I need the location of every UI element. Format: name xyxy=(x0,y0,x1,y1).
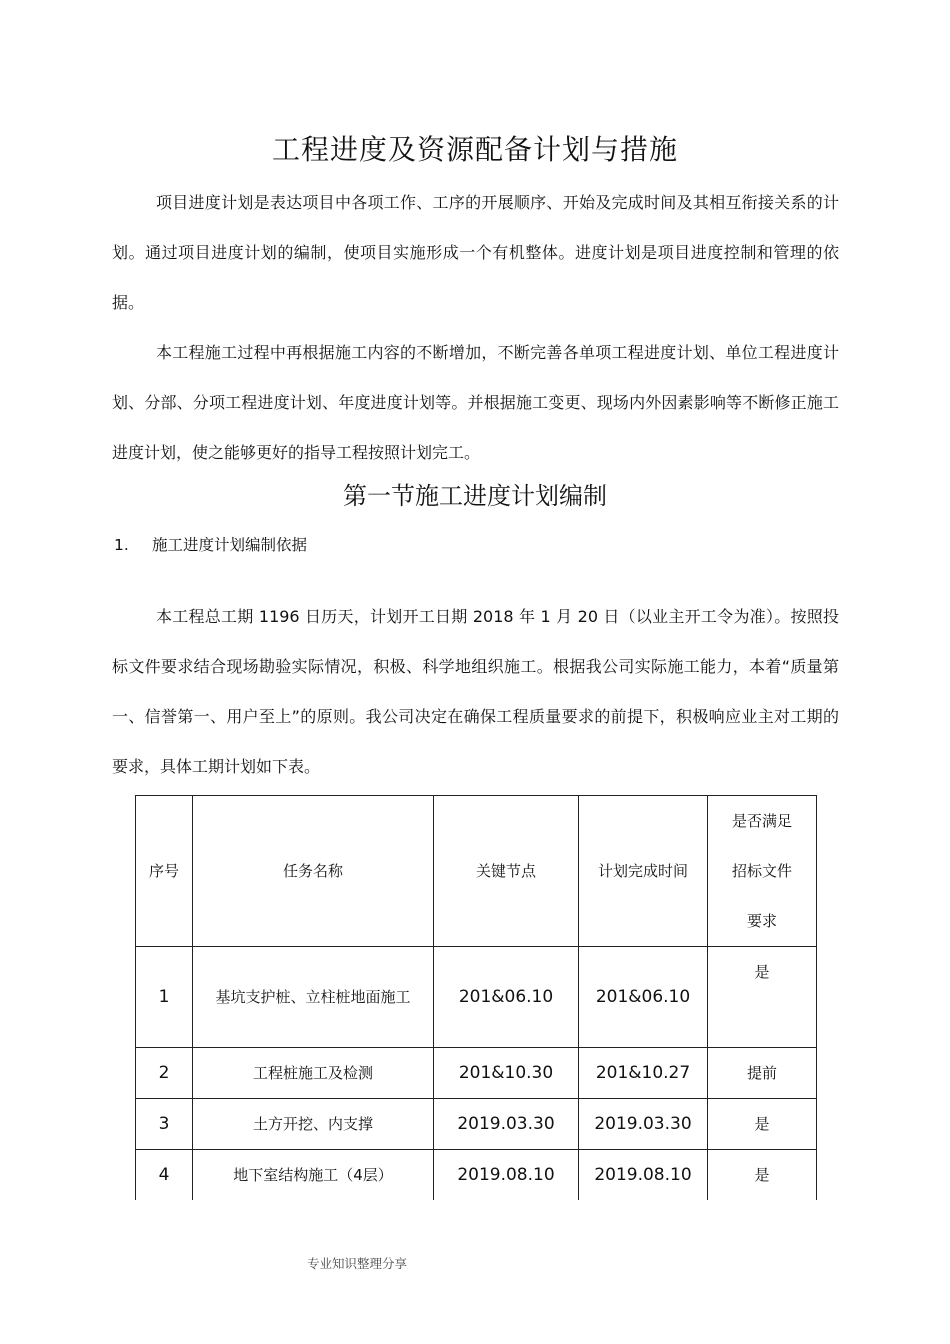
cell-meets: 是 xyxy=(708,1099,817,1150)
cell-milestone: 2019.03.30 xyxy=(434,1099,579,1150)
subheading xyxy=(114,533,307,555)
header-planned: 计划完成时间 xyxy=(579,796,708,947)
table-row xyxy=(136,947,817,1048)
cell-task: 地下室结构施工（4层） xyxy=(193,1150,434,1201)
table-row xyxy=(136,1048,817,1099)
cell-meets: 是 xyxy=(708,1150,817,1201)
table-row xyxy=(136,1099,817,1150)
cell-task: 工程桩施工及检测 xyxy=(193,1048,434,1099)
subheading-text: 施工进度计划编制依据 xyxy=(152,536,308,554)
section-title: 第一节施工进度计划编制 xyxy=(343,482,607,510)
header-milestone: 关键节点 xyxy=(434,796,579,947)
cell-meets: 是 xyxy=(708,947,817,1048)
cell-meets: 提前 xyxy=(708,1048,817,1099)
table-header-row xyxy=(136,796,817,947)
header-no: 序号 xyxy=(136,796,193,947)
header-meets: 是否满足招标文件要求 xyxy=(708,796,817,947)
cell-planned: 2019.08.10 xyxy=(579,1150,708,1201)
header-task: 任务名称 xyxy=(193,796,434,947)
subheading-number: 1. xyxy=(114,536,129,554)
cell-task: 土方开挖、内支撑 xyxy=(193,1099,434,1150)
cell-planned: 201&06.10 xyxy=(579,947,708,1048)
cell-task: 基坑支护桩、立柱桩地面施工 xyxy=(193,947,434,1048)
table-row xyxy=(136,1150,817,1201)
cell-no: 4 xyxy=(136,1150,193,1201)
document-title: 工程进度及资源配备计划与措施 xyxy=(271,133,678,166)
cell-planned: 2019.03.30 xyxy=(579,1099,708,1150)
cell-planned: 201&10.27 xyxy=(579,1048,708,1099)
cell-milestone: 2019.08.10 xyxy=(434,1150,579,1201)
cell-no: 3 xyxy=(136,1099,193,1150)
cell-milestone: 201&06.10 xyxy=(434,947,579,1048)
footer-watermark: 专业知识整理分享 xyxy=(307,1256,408,1271)
cell-no: 1 xyxy=(136,947,193,1048)
cell-no: 2 xyxy=(136,1048,193,1099)
paragraph-plan-updates: 本工程施工过程中再根据施工内容的不断增加，不断完善各单项工程进度计划、单位工程进度计划、分部、分项工程进度计划、年度进度计划等。并根据施工变更、现场内外因素影响等不断修正施工进度计划，使之能够更好的指导工程按照计划完工。 xyxy=(112,343,839,462)
paragraph-intro: 项目进度计划是表达项目中各项工作、工序的开展顺序、开始及完成时间及其相互衔接关系的计划。通过项目进度计划的编制，使项目实施形成一个有机整体。进度计划是项目进度控制和管理的依据。 xyxy=(112,193,839,312)
cell-milestone: 201&10.30 xyxy=(434,1048,579,1099)
paragraph-schedule: 本工程总工期 1196 日历天，计划开工日期 2018 年 1 月 20 日（以业主开工令为准）。按照投标文件要求结合现场勘验实际情况，积极、科学地组织施工。根据我公司实际施工能力，本着“质量第一、信誉第一、用户至上”的原则。我公司决定在确保工程质量要求的前提下，积极响应业主对工期的要求，具体工期计划如下表。 xyxy=(112,607,839,776)
schedule-table xyxy=(135,795,817,1200)
